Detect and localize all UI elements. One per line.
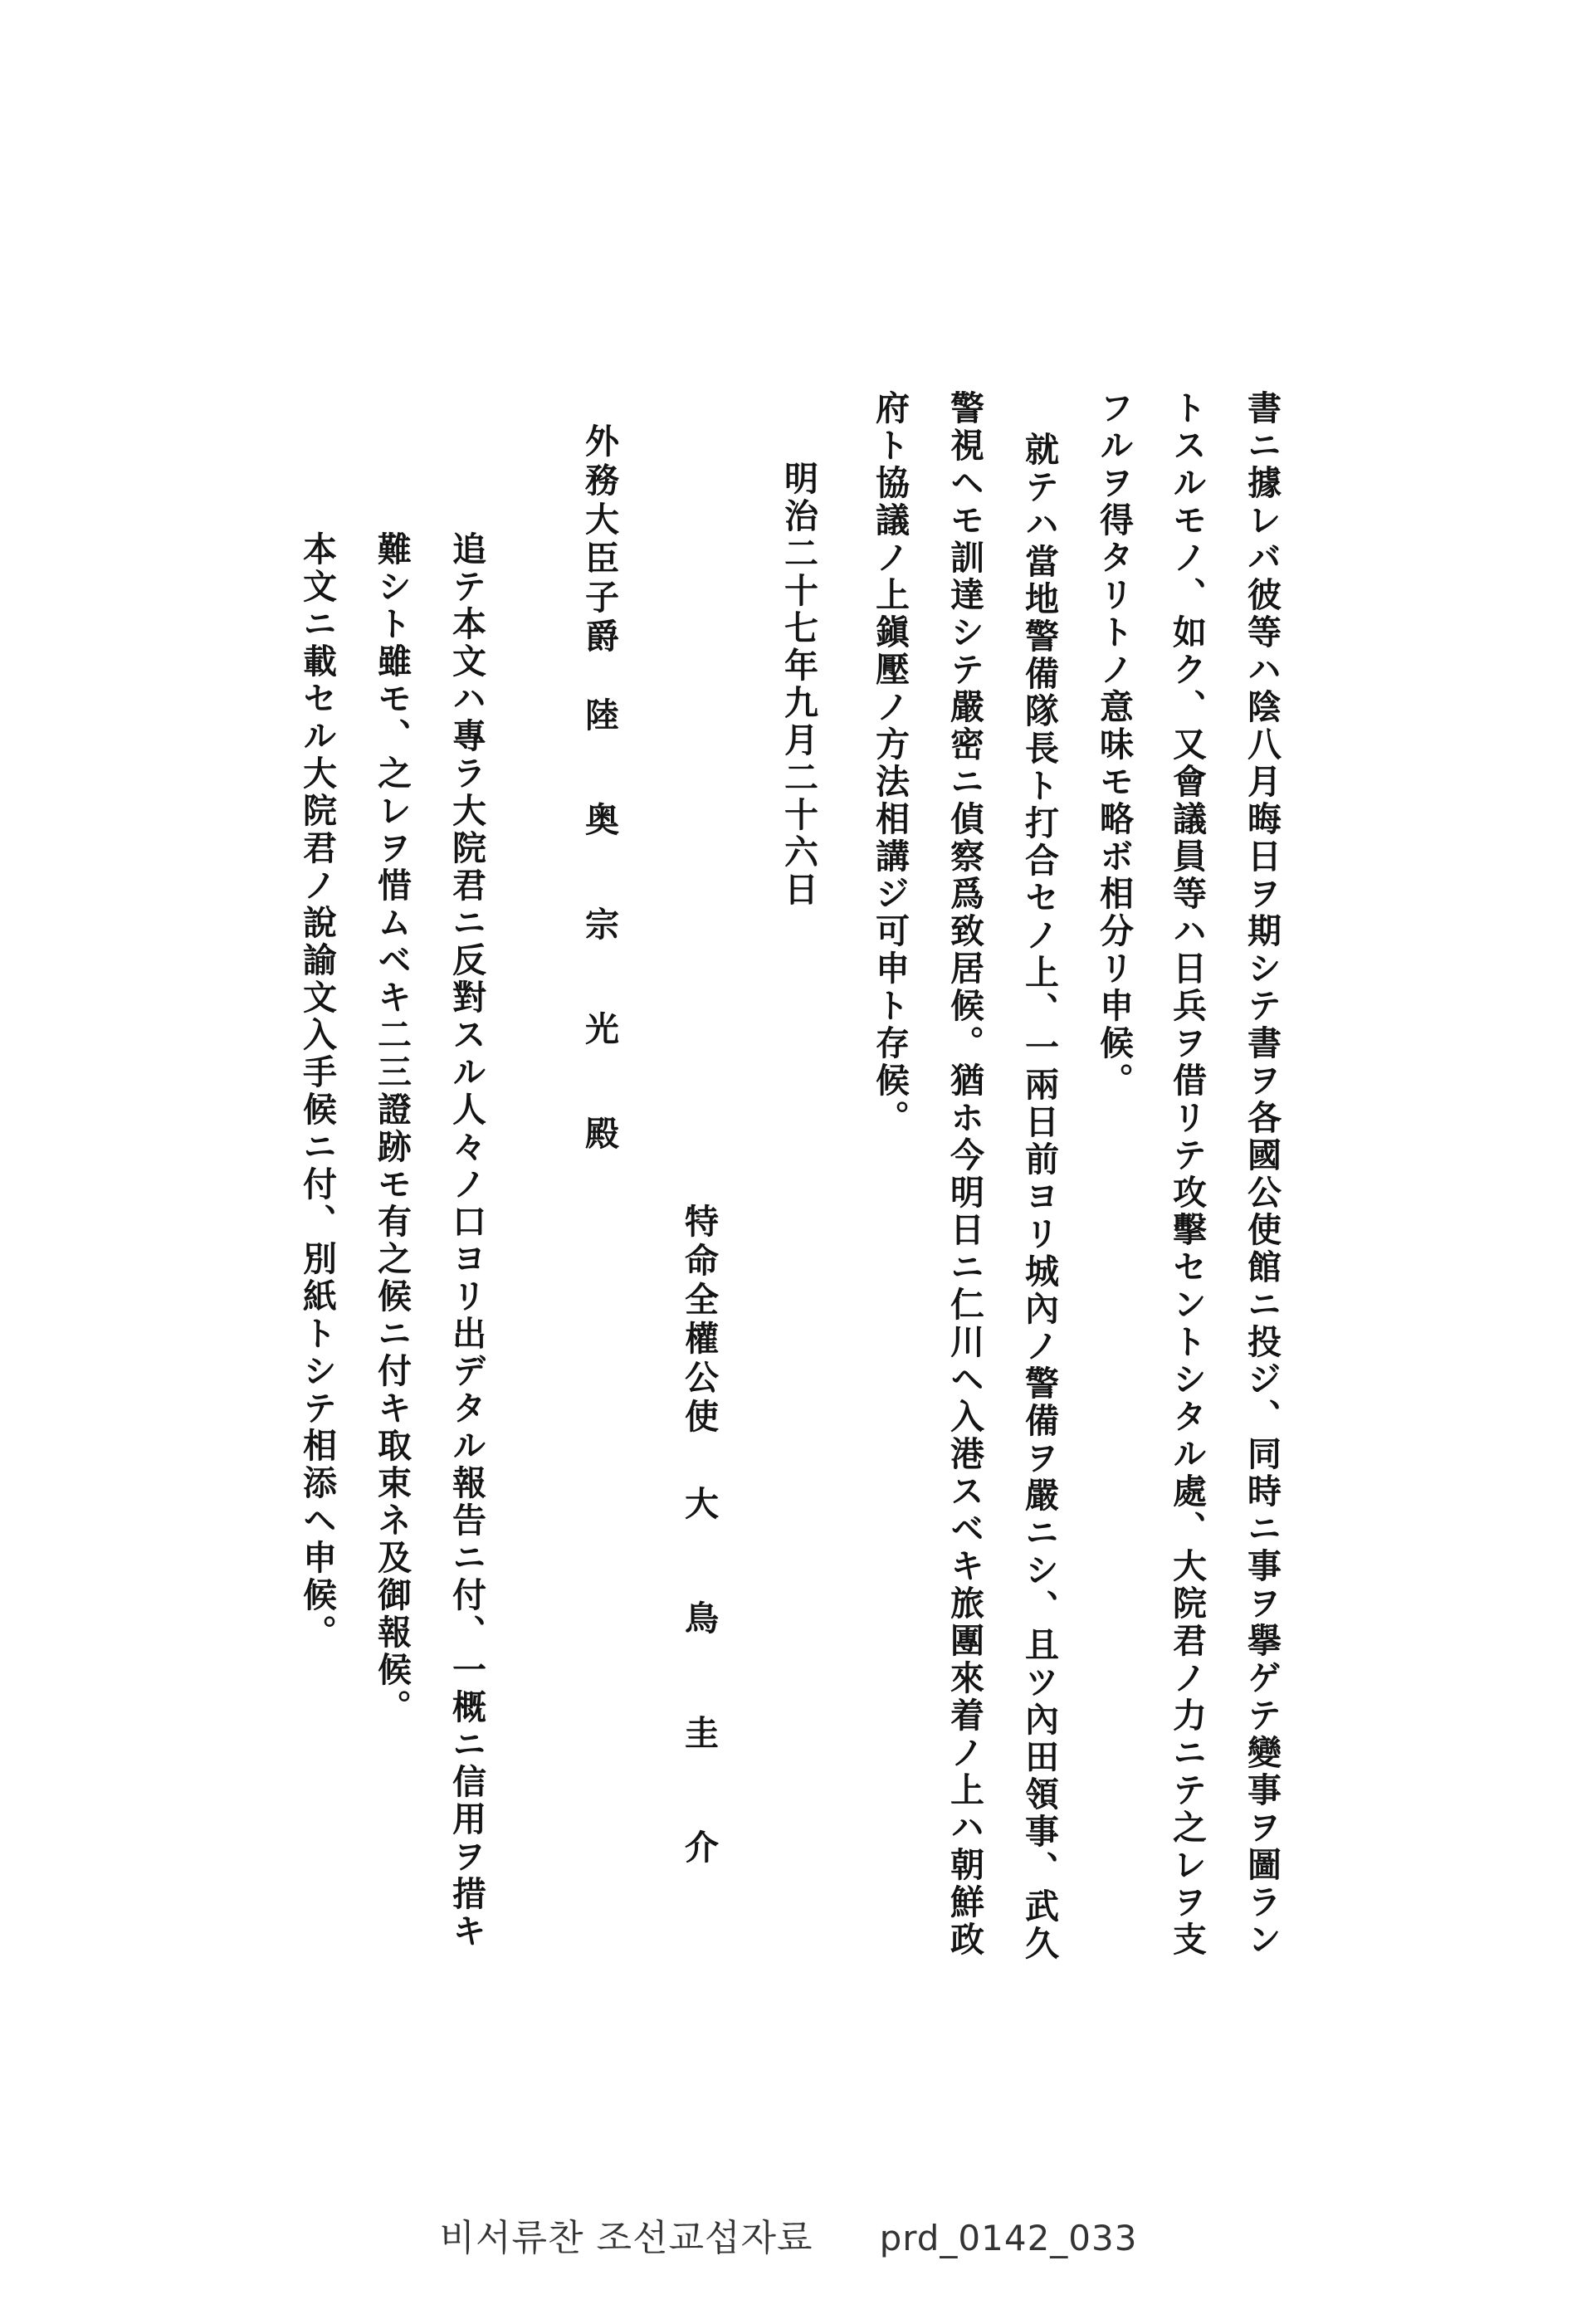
sender-title: 特命全權公使 xyxy=(679,1204,719,1438)
body-line-3: フルヲ得タリトノ意味モ略ボ相分リ申候。 xyxy=(1094,390,1134,1100)
body-line-1: 書ニ據レバ彼等ハ陰八月晦日ヲ期シテ書ヲ各國公使館ニ投ジ、同時ニ事ヲ擧ゲテ變事ヲ圖ラン xyxy=(1242,390,1282,1959)
postscript-line-1: 追テ本文ハ專ラ大院君ニ反對スル人々ノ口ヨリ出デタル報告ニ付、一概ニ信用ヲ措キ xyxy=(447,531,486,1950)
recipient-title: 外務大臣子爵 xyxy=(579,423,619,657)
postscript-line-2: 難シト雖モ、之レヲ惜ムベキ二三證跡モ有之候ニ付キ取束ネ及御報候。 xyxy=(372,531,412,1726)
body-line-4: 就テハ當地警備隊長ト打合セノ上、一兩日前ヨリ城內ノ警備ヲ嚴ニシ、且ツ內田領事、武久 xyxy=(1019,432,1059,1963)
body-line-6: 府ト協議ノ上鎭壓ノ方法相講ジ可申ト存候。 xyxy=(870,390,910,1137)
body-line-2: トスルモノ、如ク、又會議員等ハ日兵ヲ借リテ攻擊セントシタル處、大院君ノ力ニテ之レヲ支 xyxy=(1167,390,1207,1959)
postscript-line-3: 本文ニ載セル大院君ノ說諭文入手候ニ付、別紙トシテ相添ヘ申候。 xyxy=(297,531,337,1652)
sender-name: 大 鳥 圭 介 xyxy=(679,1486,719,1887)
body-line-5: 警視ヘモ訓達シテ嚴密ニ偵察爲致居候。猶ホ今明日ニ仁川ヘ入港スベキ旅團來着ノ上ハ朝鮮政 xyxy=(945,390,984,1959)
page-footer xyxy=(0,2208,1577,2261)
collection-title: 비서류찬 조선교섭자료 xyxy=(439,2217,813,2259)
page-id: prd_0142_033 xyxy=(879,2218,1138,2258)
recipient-name: 陸 奥 宗 光 殿 xyxy=(579,697,619,1168)
letter-date: 明治二十七年九月二十六日 xyxy=(779,461,818,909)
